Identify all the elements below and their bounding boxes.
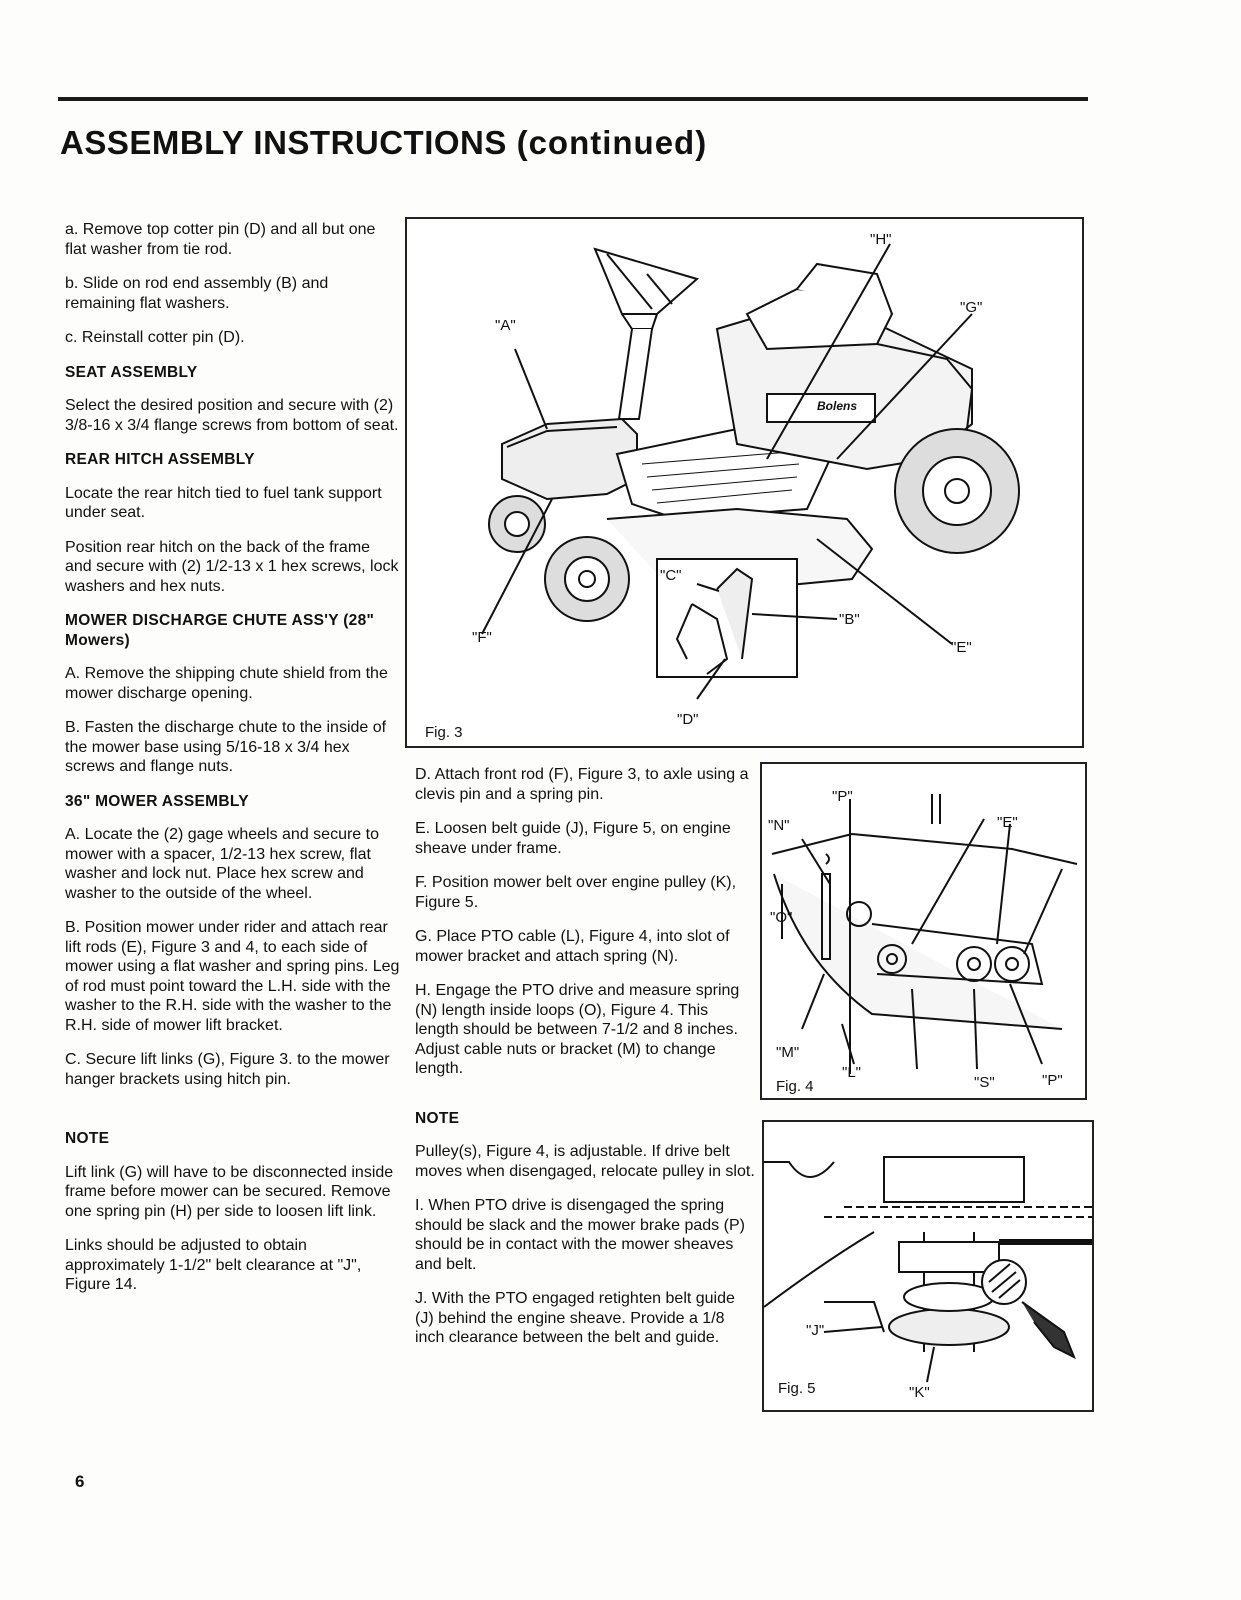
mower36-step-b: B. Position mower under rider and attach rear lift rods (E), Figure 3 and 4, to each side of mower using a flat washer and spring pins. Leg of rod must point toward the L.H. side with the washer to the R.H. side with the washer to the R.H. side of mower lift bracket. — [65, 919, 400, 1034]
fig3-label-c: "C" — [660, 567, 682, 584]
fig4-label-o: "O" — [770, 909, 793, 926]
fig3-label-d: "D" — [677, 711, 699, 728]
fig4-label-p-bottom: "P" — [1042, 1072, 1063, 1089]
step-b: b. Slide on rod end assembly (B) and remaining flat washers. — [65, 275, 329, 312]
seat-assembly-heading: SEAT ASSEMBLY — [65, 363, 198, 381]
left-note-1: Lift link (G) will have to be disconnected inside frame before mower can be secured. Remove one spring pin (H) per side to loosen lift link. — [65, 1163, 394, 1220]
figure-5 — [762, 1120, 1094, 1412]
discharge-chute-step-a: A. Remove the shipping chute shield from the mower discharge opening. — [65, 665, 388, 702]
rear-hitch-text-1: Locate the rear hitch tied to fuel tank support under seat. — [65, 484, 382, 521]
fig4-label-m: "M" — [776, 1044, 800, 1061]
figure-3 — [405, 217, 1084, 748]
fig3-label-f: "F" — [472, 629, 492, 646]
fig3-label-e: "E" — [951, 639, 972, 656]
header-rule — [58, 97, 1088, 101]
left-column — [65, 220, 400, 1310]
rear-hitch-text-2: Position rear hitch on the back of the frame and secure with (2) 1/2-13 x 1 hex screws, lock washers and hex nuts. — [65, 538, 399, 595]
fig5-label-j: "J" — [806, 1322, 825, 1339]
fig3-label-g: "G" — [960, 299, 983, 316]
fig5-caption: Fig. 5 — [778, 1380, 816, 1397]
fig5-label-k: "K" — [909, 1384, 930, 1401]
discharge-chute-heading: MOWER DISCHARGE CHUTE ASS'Y (28" Mowers) — [65, 612, 375, 649]
mower36-heading: 36" MOWER ASSEMBLY — [65, 792, 249, 810]
mower36-step-c: C. Secure lift links (G), Figure 3. to the mower hanger brackets using hitch pin. — [65, 1051, 390, 1088]
mower36-step-a: A. Locate the (2) gage wheels and secure to mower with a spacer, 1/2-13 hex screw, flat washer and lock nut. Place hex screw and washer to the outside of the wheel. — [65, 826, 379, 902]
step-h: H. Engage the PTO drive and measure spring (N) length inside loops (O), Figure 4. This length should be between 7-1/2 and 8 inches. Adjust cable nuts or bracket (M) to change length. — [415, 982, 740, 1077]
fig4-caption: Fig. 4 — [776, 1078, 814, 1095]
seat-assembly-text: Select the desired position and secure with (2) 3/8-16 x 3/4 flange screws from bottom of seat. — [65, 397, 399, 434]
fig4-label-l: "L" — [842, 1064, 861, 1081]
fig3-label-b: "B" — [839, 611, 860, 628]
right-column — [415, 765, 755, 1363]
engine-sheave-illustration — [764, 1122, 1092, 1410]
fig4-label-e: "E" — [997, 814, 1018, 831]
fig3-caption: Fig. 3 — [425, 724, 463, 741]
left-note-heading: NOTE — [65, 1130, 110, 1147]
step-c: c. Reinstall cotter pin (D). — [65, 329, 245, 346]
title-main: ASSEMBLY INSTRUCTIONS — [60, 124, 507, 161]
page-title — [60, 124, 707, 162]
rear-hitch-heading: REAR HITCH ASSEMBLY — [65, 451, 255, 468]
page-number: 6 — [75, 1472, 85, 1491]
step-e: E. Loosen belt guide (J), Figure 5, on engine sheave under frame. — [415, 820, 731, 857]
figure-4 — [760, 762, 1087, 1100]
fig3-label-h: "H" — [870, 231, 892, 248]
fig4-label-s: "S" — [974, 1074, 995, 1091]
discharge-chute-step-b: B. Fasten the discharge chute to the inside of the mower base using 5/16-18 x 3/4 hex screws and flange nuts. — [65, 719, 387, 775]
step-a: a. Remove top cotter pin (D) and all but one flat washer from tie rod. — [65, 221, 376, 258]
pto-cable-illustration — [762, 764, 1085, 1098]
right-note-heading: NOTE — [415, 1109, 460, 1127]
step-i: I. When PTO drive is disengaged the spring should be slack and the mower brake pads (P) should be in contact with the mower sheaves and belt. — [415, 1197, 745, 1273]
fig3-brand: Bolens — [817, 399, 858, 413]
step-j: J. With the PTO engaged retighten belt guide (J) behind the engine sheave. Provide a 1/8 inch clearance between the belt and guide. — [415, 1290, 735, 1346]
fig4-label-n: "N" — [768, 817, 790, 834]
step-g: G. Place PTO cable (L), Figure 4, into slot of mower bracket and attach spring (N). — [415, 928, 730, 965]
title-suffix: (continued) — [516, 124, 708, 161]
right-note-text: Pulley(s), Figure 4, is adjustable. If drive belt moves when disengaged, relocate pulley in slot. — [415, 1143, 755, 1180]
step-d: D. Attach front rod (F), Figure 3, to axle using a clevis pin and a spring pin. — [415, 766, 749, 803]
step-f: F. Position mower belt over engine pulley (K), Figure 5. — [415, 874, 737, 911]
fig3-label-a: "A" — [495, 317, 516, 334]
fig4-label-p-top: "P" — [832, 788, 853, 805]
left-note-2: Links should be adjusted to obtain approximately 1-1/2" belt clearance at "J", Figure 14. — [65, 1237, 362, 1293]
